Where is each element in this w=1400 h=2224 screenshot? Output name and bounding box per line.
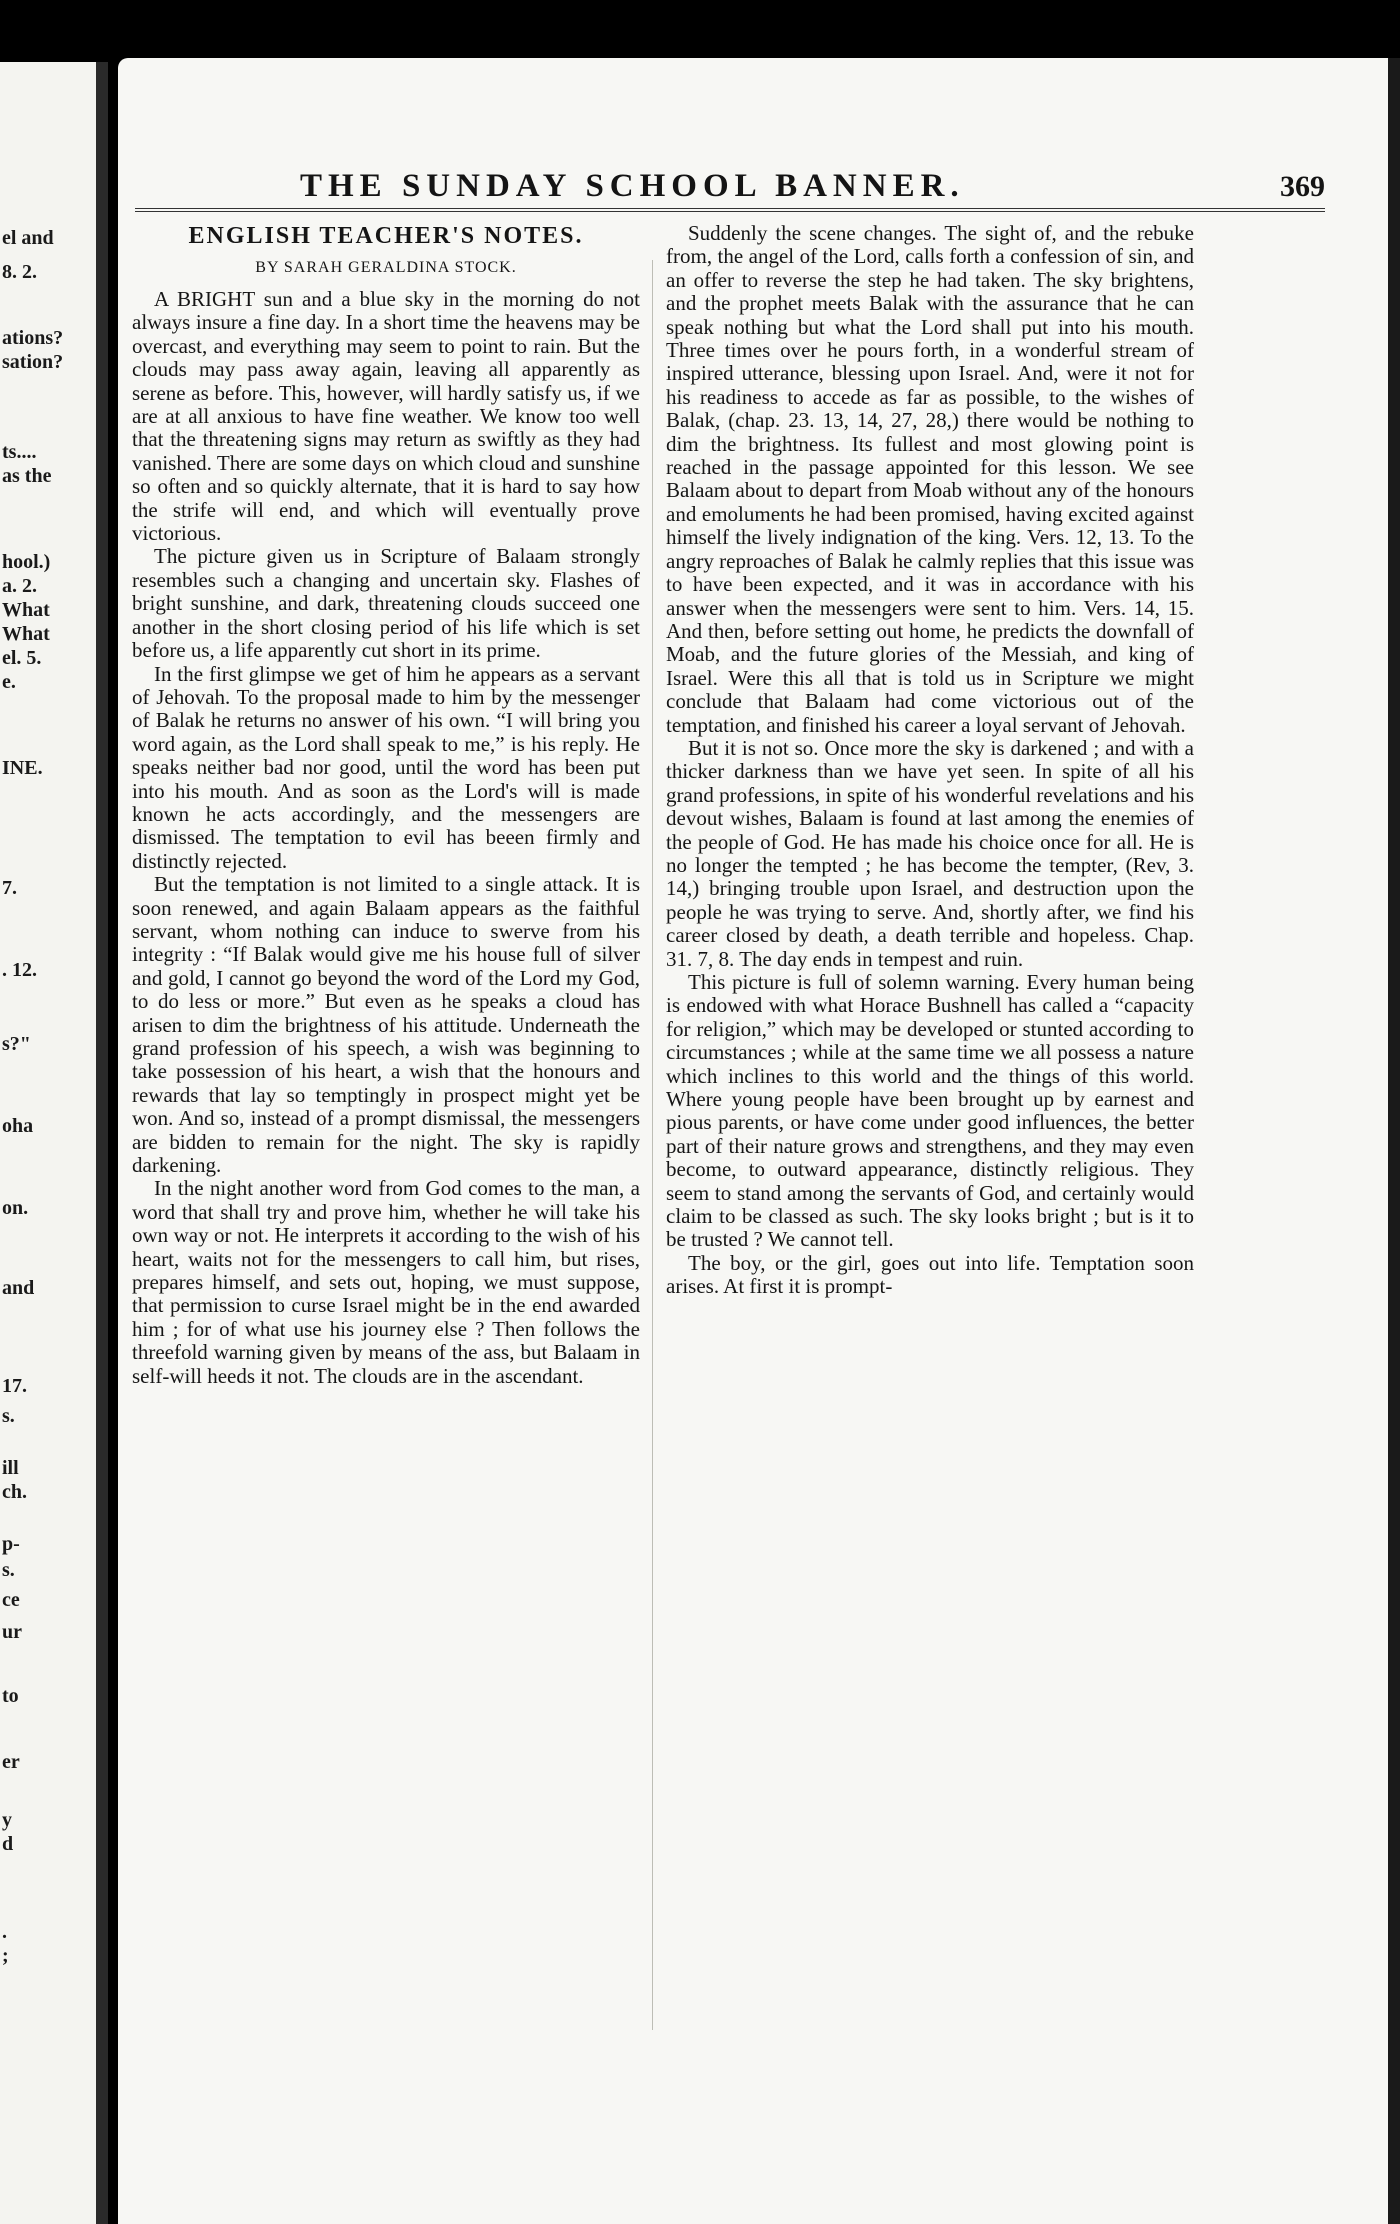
facing-page-fragment: oha bbox=[2, 1115, 34, 1137]
facing-page-fragment: s. bbox=[2, 1559, 15, 1581]
facing-page-fragment: er bbox=[2, 1751, 20, 1773]
page-number: 369 bbox=[1280, 170, 1325, 203]
article-title: ENGLISH TEACHER'S NOTES. bbox=[188, 223, 584, 249]
paragraph: A BRIGHT sun and a blue sky in the morning do not always insure a fine day. In a short time the heavens may be overcast, and everything may seem to point to rain. But the clouds may pass away again, leaving all apparently as serene as before. This, however, will hardly satisfy us, if we are at all anxious to have fine weather. We know too well that the threatening signs may return as swiftly as they had vanished. There are some days on which cloud and sunshine so often and so quickly alternate, that it is hard to say how the strife will end, and which will eventually prove victorious. bbox=[132, 287, 640, 546]
facing-page-fragment: ur bbox=[2, 1621, 22, 1643]
facing-page-fragment: ce bbox=[2, 1589, 20, 1611]
facing-page-fragment: as the bbox=[2, 465, 52, 487]
paragraph: In the first glimpse we get of him he appears as a servant of Jehovah. To the proposal made to him by the messenger of Balak he returns no answer of his own. “I will bring you word again, as the Lord shall speak to me,” is his reply. He speaks neither bad nor good, until the word has been put into his mouth. And as soon as the Lord's will is made known he acts accordingly, and the messengers are dismissed. The temptation to evil has beeen firmly and distinctly rejected. bbox=[132, 661, 640, 873]
facing-page-fragment: 7. bbox=[2, 877, 17, 899]
paragraph: This picture is full of solemn warning. Every human being is endowed with what Horace Bushnell has called a “capacity for religion,” which may be developed or stunted according to circumstances ; while at the same time we all possess a nature which inclines to this world and the things of this world. Where young people have been brought up by earnest and pious parents, or have come under good influences, the better part of their nature grows and strengthens, and they may even become, to outward appearance, distinctly religious. They seem to stand among the servants of God, and certainly would claim to be classed as such. The sky looks bright ; but is it to be trusted ? We cannot tell. bbox=[666, 970, 1194, 1252]
column-divider bbox=[652, 260, 653, 2030]
facing-page-fragment: ations? bbox=[2, 327, 64, 349]
facing-page-fragment: a. 2. bbox=[2, 575, 37, 597]
paragraph: The boy, or the girl, goes out into life. Temptation soon arises. At first it is prompt- bbox=[666, 1250, 1194, 1299]
facing-page-fragment: . 12. bbox=[2, 959, 37, 981]
running-title: THE SUNDAY SCHOOL BANNER. bbox=[300, 168, 965, 204]
facing-page-fragment: ts.... bbox=[2, 441, 37, 463]
facing-page-fragment: What bbox=[2, 623, 50, 645]
page-edge-shadow bbox=[1388, 58, 1400, 2224]
facing-page-fragment: What bbox=[2, 599, 50, 621]
facing-page-fragment: . bbox=[2, 1921, 7, 1943]
facing-page-fragment: ill bbox=[2, 1457, 19, 1479]
facing-page-fragment: s. bbox=[2, 1405, 15, 1427]
facing-page-fragment: on. bbox=[2, 1197, 29, 1219]
facing-page-fragment: and bbox=[2, 1277, 35, 1299]
facing-page-fragment: ; bbox=[2, 1945, 9, 1967]
right-column bbox=[666, 222, 1194, 1299]
facing-page-fragment: INE. bbox=[2, 757, 43, 779]
facing-page-fragment: p- bbox=[2, 1533, 20, 1555]
facing-page-fragment: ch. bbox=[2, 1481, 27, 1503]
facing-page-fragment: el. 5. bbox=[2, 647, 42, 669]
header-rule bbox=[135, 208, 1325, 212]
facing-page-fragment: d bbox=[2, 1833, 14, 1855]
facing-page-fragment: 8. 2. bbox=[2, 261, 37, 283]
left-column bbox=[132, 222, 640, 1388]
paragraph: But it is not so. Once more the sky is darkened ; and with a thicker darkness than we have yet seen. In spite of all his grand professions, in spite of his wonderful revelations and his devout wishes, Balaam is found at last among the enemies of the people of God. He has made his choice once for all. He is no longer the tempted ; he has become the tempter, (Rev, 3. 14,) bringing trouble upon Israel, and destruction upon the people he was trying to serve. And, shortly after, we find his career closed by death, a death terrible and hopeless. Chap. 31. 7, 8. The day ends in tempest and ruin. bbox=[666, 735, 1194, 971]
paragraph: The picture given us in Scripture of Balaam strongly resembles such a changing and uncertain sky. Flashes of bright sunshine, and dark, threatening clouds succeed one another in the short closing period of his life which is set before us, a life apparently cut short in its prime. bbox=[132, 544, 640, 663]
facing-page-fragment: y bbox=[2, 1809, 12, 1831]
facing-page-fragment: 17. bbox=[2, 1375, 27, 1397]
paragraph: But the temptation is not limited to a single attack. It is soon renewed, and again Balaam appears as the faithful servant, whom nothing can induce to swerve from his integrity : “If Balak would give me his house full of silver and gold, I cannot go beyond the word of the Lord my God, to do less or more.” But even as he speaks a cloud has arisen to dim the brightness of his attitude. Underneath the grand profession of his speech, a wish was beginning to take possession of his heart, a wish that the honours and rewards that lay so temptingly in prospect might yet be won. And so, instead of a prompt dismissal, the messengers are bidden to remain for the night. The sky is rapidly darkening. bbox=[132, 872, 640, 1178]
paragraph: In the night another word from God comes to the man, a word that shall try and prove him, whether he will take his own way or not. He interprets it according to the wish of his heart, waits not for the messengers to call him, but rises, prepares himself, and sets out, hoping, we must suppose, that permission to curse Israel might be in the end awarded him ; for of what use his journey else ? Then follows the threefold warning given by means of the ass, but Balaam in self-will heeds it not. The clouds are in the ascendant. bbox=[132, 1176, 640, 1388]
article-byline: BY SARAH GERALDINA STOCK. bbox=[255, 259, 517, 276]
facing-page-fragment: el and bbox=[2, 227, 54, 249]
facing-page-fragment: sation? bbox=[2, 351, 64, 373]
facing-page-fragment: e. bbox=[2, 671, 16, 693]
facing-page-fragment: to bbox=[2, 1685, 19, 1707]
facing-page-fragment: s?" bbox=[2, 1033, 31, 1055]
book-spine bbox=[96, 62, 108, 2224]
facing-page-edge bbox=[0, 62, 108, 2224]
paragraph: Suddenly the scene changes. The sight of, and the rebuke from, the angel of the Lord, calls forth a confession of sin, and an offer to reverse the step he had taken. The sky brightens, and the prophet meets Balak with the assurance that he can speak nothing but what the Lord shall put into his mouth. Three times over he pours forth, in a wonderful stream of inspired utterance, blessing upon Israel. And, were it not for his readiness to accede as far as possible, to the wishes of Balak, (chap. 23. 13, 14, 27, 28,) there would be nothing to dim the brightness. Its fullest and most glowing point is reached in the passage appointed for this lesson. We see Balaam about to depart from Moab without any of the honours and emoluments he had been promised, having excited against himself the lively indignation of the king. Vers. 12, 13. To the angry reproaches of Balak he calmly replies that this issue was to have been expected, and it was in accordance with his answer when the messengers were sent to him. Vers. 14, 15. And then, before setting out home, he predicts the downfall of Moab, and the future glories of the Messiah, and king of Israel. Were this all that is told us in Scripture we might conclude that Balaam had come victorious out of the temptation, and finished his career a loyal servant of Jehovah. bbox=[666, 221, 1194, 737]
facing-page-fragment: hool.) bbox=[2, 551, 51, 573]
